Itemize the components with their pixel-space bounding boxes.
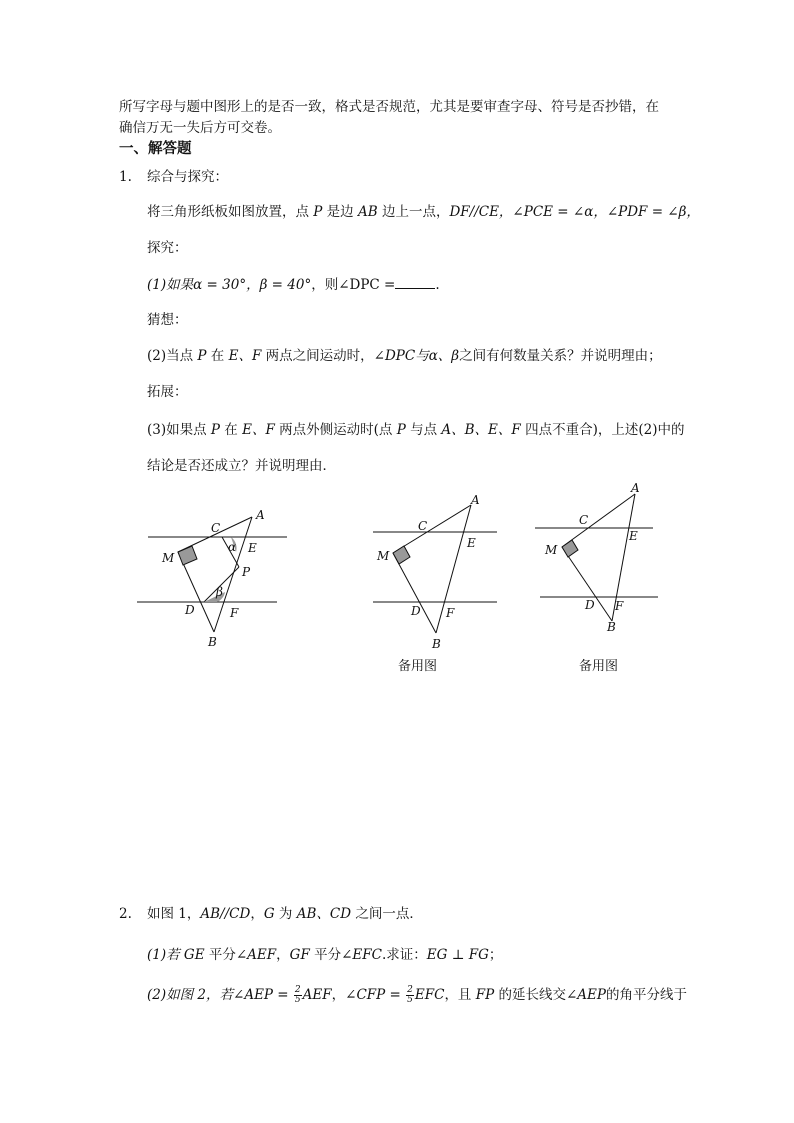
fig2-label-D: D <box>411 604 421 618</box>
q1-part2-math: ∠DPC与α、β <box>373 348 460 364</box>
q1-part3-text-d: 与点 <box>405 422 442 438</box>
q2-part1-text-b: 平分∠ <box>204 947 248 963</box>
q1-explore-label: 探究： <box>147 240 188 256</box>
q1-part3-EF: E、F <box>242 422 275 438</box>
q2-part1-EFC: EFC <box>352 947 382 963</box>
q2-part2-FP: FP <box>475 987 495 1003</box>
q1-setup-P: P <box>313 204 323 220</box>
q1-part2-EF: E、F <box>228 348 262 364</box>
q2-fraction-1-den: 5 <box>294 995 301 1005</box>
q2-fraction-1 <box>294 986 302 1005</box>
q2-line1-text-a: 如图 1， <box>147 906 201 922</box>
q2-part2-CFP: CFP <box>356 987 386 1003</box>
q1-part3-line2: 结论是否还成立？并说明理由． <box>147 458 336 474</box>
fig2-label-C: C <box>418 519 428 533</box>
fig1-label-beta: β <box>216 585 223 599</box>
fig1-label-M: M <box>162 551 175 565</box>
q1-setup-math: DF//CE，∠PCE = ∠α，∠PDF = ∠β， <box>449 204 700 220</box>
q2-line1-text-d: 之间一点． <box>351 906 423 922</box>
fig3-label-A: A <box>631 481 640 495</box>
q2-line1-math: AB//CD <box>200 906 251 922</box>
q1-part2-text-c: 两点之间运动时， <box>261 348 374 364</box>
q1-part3-text-b: 在 <box>220 422 243 438</box>
q2-part1-text-e: .求证： <box>381 947 427 963</box>
fig2-label-F: F <box>446 606 455 620</box>
fig1-label-D: D <box>185 603 195 617</box>
q1-setup-text-b: 是边 <box>322 204 358 220</box>
q1-setup-AB: AB <box>357 204 378 220</box>
q1-number: 1. <box>119 169 132 185</box>
fig2-label-B: B <box>432 637 441 651</box>
q2-part1-text-a: (1)若 <box>147 947 184 963</box>
q2-line1-G: G <box>263 906 275 922</box>
fig1-label-B: B <box>208 635 217 649</box>
q1-part3-P2: P <box>396 422 406 438</box>
q2-line1-text-b: ， <box>250 906 264 922</box>
fig3-label-B: B <box>607 620 616 634</box>
q1-part1-math: α = 30°，β = 40° <box>193 277 312 293</box>
fig2-caption: 备用图 <box>398 659 438 674</box>
q2-fraction-2-num: 2 <box>407 985 413 995</box>
q2-part1-GE: GE <box>183 947 205 963</box>
q1-part1-end: . <box>435 277 440 293</box>
fig3-label-E: E <box>629 529 638 543</box>
q1-part1-text-b: ，则∠DPC = <box>311 277 396 293</box>
fig1-label-alpha: α <box>228 540 237 554</box>
q2-part1-text-d: 平分∠ <box>309 947 353 963</box>
q2-fraction-1-num: 2 <box>294 985 301 995</box>
q1-part3-P: P <box>210 422 221 438</box>
fig2-label-E: E <box>467 536 476 550</box>
q2-line1-text-c: 为 <box>274 906 297 922</box>
fig3-caption: 备用图 <box>579 659 619 674</box>
fig1-label-A: A <box>256 508 265 522</box>
q2-part2-text-b: ，∠ <box>331 987 357 1003</box>
q1-part2-text-a: (2)当点 <box>147 348 198 364</box>
q1-guess-label: 猜想： <box>147 312 188 328</box>
q1-heading: 综合与探究： <box>147 169 228 185</box>
q2-part1-math: EG ⊥ FG <box>426 947 489 963</box>
q2-part2-eq2: = <box>385 987 406 1003</box>
q2-part1-AEF: AEF <box>247 947 277 963</box>
q1-part3-text-a: (3)如果点 <box>147 422 211 438</box>
q2-part2-AEF: AEF <box>302 987 332 1003</box>
q2-part2-EFC: EFC <box>414 987 445 1003</box>
q2-part1 <box>147 946 502 964</box>
q2-part2-text-a: (2)如图 2，若∠ <box>147 987 245 1003</box>
fig3-right-angle-mark <box>562 540 578 557</box>
q2-line1-ABCD: AB、CD <box>296 906 352 922</box>
q2-part1-text-f: ； <box>488 947 503 963</box>
fig1-label-F: F <box>230 606 239 620</box>
q1-part2-text-b: 在 <box>206 348 229 364</box>
q2-part2 <box>147 986 687 1005</box>
q2-part2-eq1: = <box>273 987 293 1003</box>
q1-part3-text-c: 两点外侧运动时(点 <box>274 422 397 438</box>
fig3-label-D: D <box>585 598 595 612</box>
section-title: 一、解答题 <box>119 141 192 157</box>
q2-part2-text-d: 的延长线交∠ <box>494 987 578 1003</box>
fig3-side-ma <box>562 494 635 547</box>
fig1-label-P: P <box>242 565 251 579</box>
q1-setup-text-a: 将三角形纸板如图放置，点 <box>147 204 314 220</box>
fig1-label-E: E <box>248 541 257 555</box>
q2-part1-GF: GF <box>289 947 310 963</box>
fig2-label-A: A <box>471 493 480 507</box>
q1-part1-text-a: (1)如果 <box>147 277 194 293</box>
q2-part2-AEP2: AEP <box>577 987 606 1003</box>
q2-fraction-2-den: 5 <box>407 995 413 1005</box>
q2-fraction-2 <box>406 986 414 1005</box>
fig3-label-M: M <box>545 543 558 557</box>
intro-line-1: 所写字母与题中图形上的是否一致，格式是否规范，尤其是要审查字母、符号是否抄错，在 <box>119 99 659 115</box>
q1-setup-text-c: 边上一点， <box>377 204 450 220</box>
q1-part2-text-d: 之间有何数量关系？并说明理由； <box>459 348 662 364</box>
q2-part1-text-c: ， <box>276 947 290 963</box>
q2-part2-AEP: AEP <box>244 987 274 1003</box>
q1-part2-P: P <box>197 348 207 364</box>
fig1-label-C: C <box>211 521 221 535</box>
q2-part2-text-e: 的角平分线于 <box>605 987 687 1003</box>
q1-part3-text-e: 四点不重合)，上述(2)中的 <box>520 422 685 438</box>
fig3-label-F: F <box>615 599 624 613</box>
intro-line-2: 确信万无一失后方可交卷。 <box>119 120 281 136</box>
q2-number: 2. <box>119 906 132 922</box>
q1-part3-points: A、B、E、F <box>441 422 521 438</box>
q1-extend-label: 拓展： <box>147 384 188 400</box>
fig2-label-M: M <box>377 549 390 563</box>
fig3-label-C: C <box>579 513 589 527</box>
q2-line1 <box>147 905 423 923</box>
q2-part2-text-c: ，且 <box>444 987 476 1003</box>
